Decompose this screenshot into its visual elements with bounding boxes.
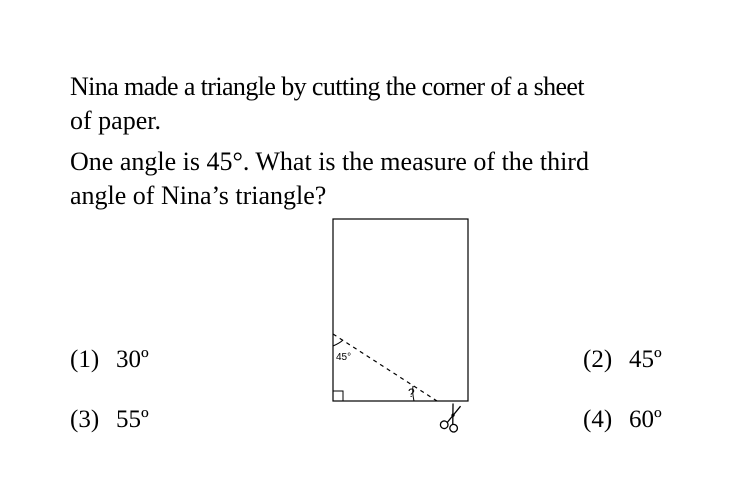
- question-line-2: of paper.: [70, 106, 161, 135]
- choice-4[interactable]: [583, 405, 662, 435]
- choice-1[interactable]: [70, 345, 149, 375]
- choice-4-value: 60º: [629, 406, 662, 433]
- unknown-angle-label: ?: [408, 386, 415, 400]
- angle-45-label: 45°: [336, 352, 352, 363]
- question-line-4: angle of Nina’s triangle?: [70, 181, 327, 210]
- choice-2-value: 45º: [629, 346, 662, 373]
- choice-2[interactable]: [583, 345, 662, 375]
- question-line-1: Nina made a triangle by cutting the corner of a sheet: [70, 72, 584, 101]
- choice-3[interactable]: [70, 405, 149, 435]
- choice-2-number: (2): [583, 346, 613, 373]
- question-line-3: One angle is 45°. What is the measure of the third: [70, 147, 589, 176]
- choice-1-number: (1): [70, 346, 100, 373]
- choice-1-value: 30º: [116, 346, 149, 373]
- choice-4-number: (4): [583, 406, 613, 433]
- choice-3-value: 55º: [116, 406, 149, 433]
- choice-3-number: (3): [70, 406, 100, 433]
- paper-sheet: [333, 219, 468, 401]
- scissors-icon: [439, 402, 465, 433]
